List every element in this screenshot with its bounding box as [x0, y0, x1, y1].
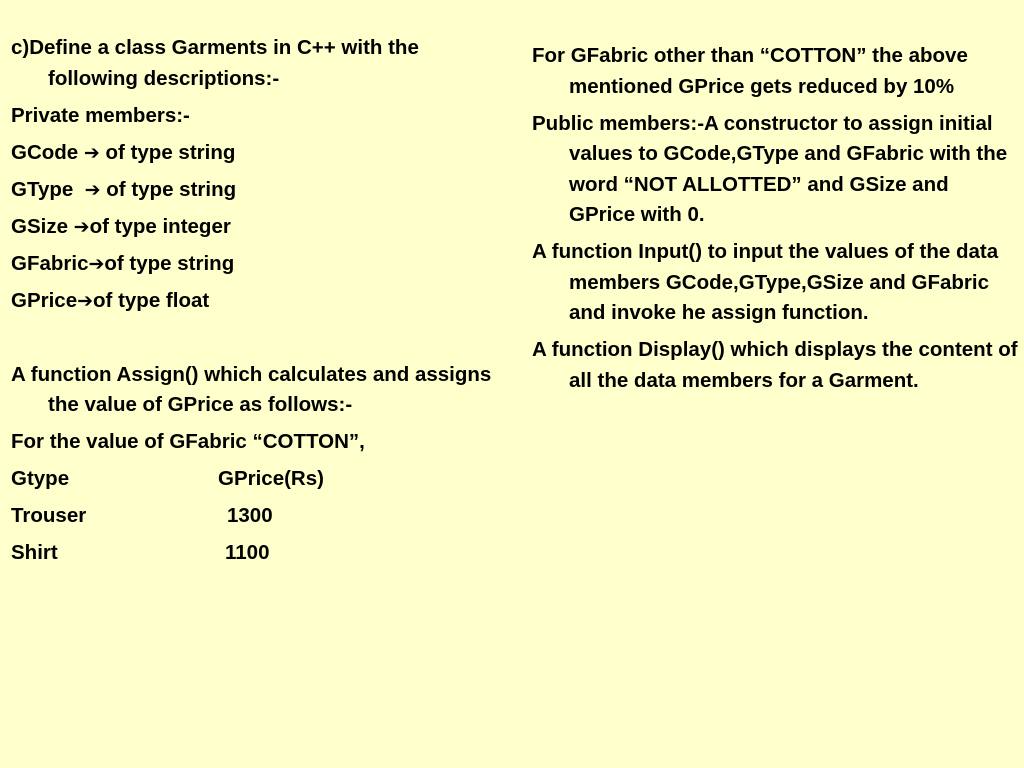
member-type: of type string: [104, 251, 235, 275]
member-name: GCode: [11, 140, 84, 164]
table-header-gprice: GPrice(Rs): [218, 467, 324, 490]
display-function-description: A function Display() which displays the content of all the data members for a Garment.: [532, 338, 1018, 392]
table-cell-gprice: 1300: [227, 504, 273, 527]
arrow-right-icon: ➔: [77, 289, 94, 312]
member-gtype: [11, 175, 501, 206]
table-row: [11, 501, 501, 532]
table-cell-gtype: Shirt: [11, 541, 58, 564]
arrow-right-icon: ➔: [73, 215, 90, 238]
left-column: [11, 33, 501, 575]
table-cell-gprice: 1100: [225, 541, 270, 564]
table-header-gtype: Gtype: [11, 467, 70, 490]
assign-function-description: A function Assign() which calculates and assigns the value of GPrice as follows:-: [11, 362, 492, 416]
arrow-right-icon: ➔: [83, 141, 100, 164]
member-gcode: [11, 138, 501, 169]
cotton-condition: For the value of GFabric “COTTON”,: [11, 430, 365, 453]
non-cotton-discount: For GFabric other than “COTTON” the above mentioned GPrice gets reduced by 10%: [532, 44, 968, 98]
member-gsize: [11, 212, 501, 243]
right-column: [532, 41, 1018, 403]
member-gfabric: [11, 249, 501, 280]
public-members-constructor: Public members:-A constructor to assign initial values to GCode,GType and GFabric with the word “NOT ALLOTTED” and GSize and GPrice with 0.: [532, 111, 1008, 226]
member-type: of type integer: [89, 214, 231, 238]
table-row: [11, 538, 501, 569]
member-name: GPrice: [11, 288, 78, 312]
member-type: of type float: [93, 288, 210, 312]
member-gprice: [11, 286, 501, 317]
member-type: of type string: [100, 177, 237, 201]
arrow-right-icon: ➔: [84, 178, 101, 201]
table-cell-gtype: Trouser: [11, 504, 87, 527]
private-members-heading: Private members:-: [11, 103, 190, 127]
member-name: GSize: [11, 214, 74, 238]
price-table-header: [11, 464, 501, 495]
input-function-description: A function Input() to input the values of the data members GCode,GType,GSize and GFabric and invoke he assign function.: [532, 240, 999, 324]
arrow-right-icon: ➔: [88, 252, 105, 275]
member-name: GType: [11, 177, 85, 201]
member-name: GFabric: [11, 251, 89, 275]
member-type: of type string: [99, 140, 236, 164]
blank-line: [11, 323, 501, 360]
question-intro: c)Define a class Garments in C++ with the following descriptions:-: [11, 36, 419, 90]
